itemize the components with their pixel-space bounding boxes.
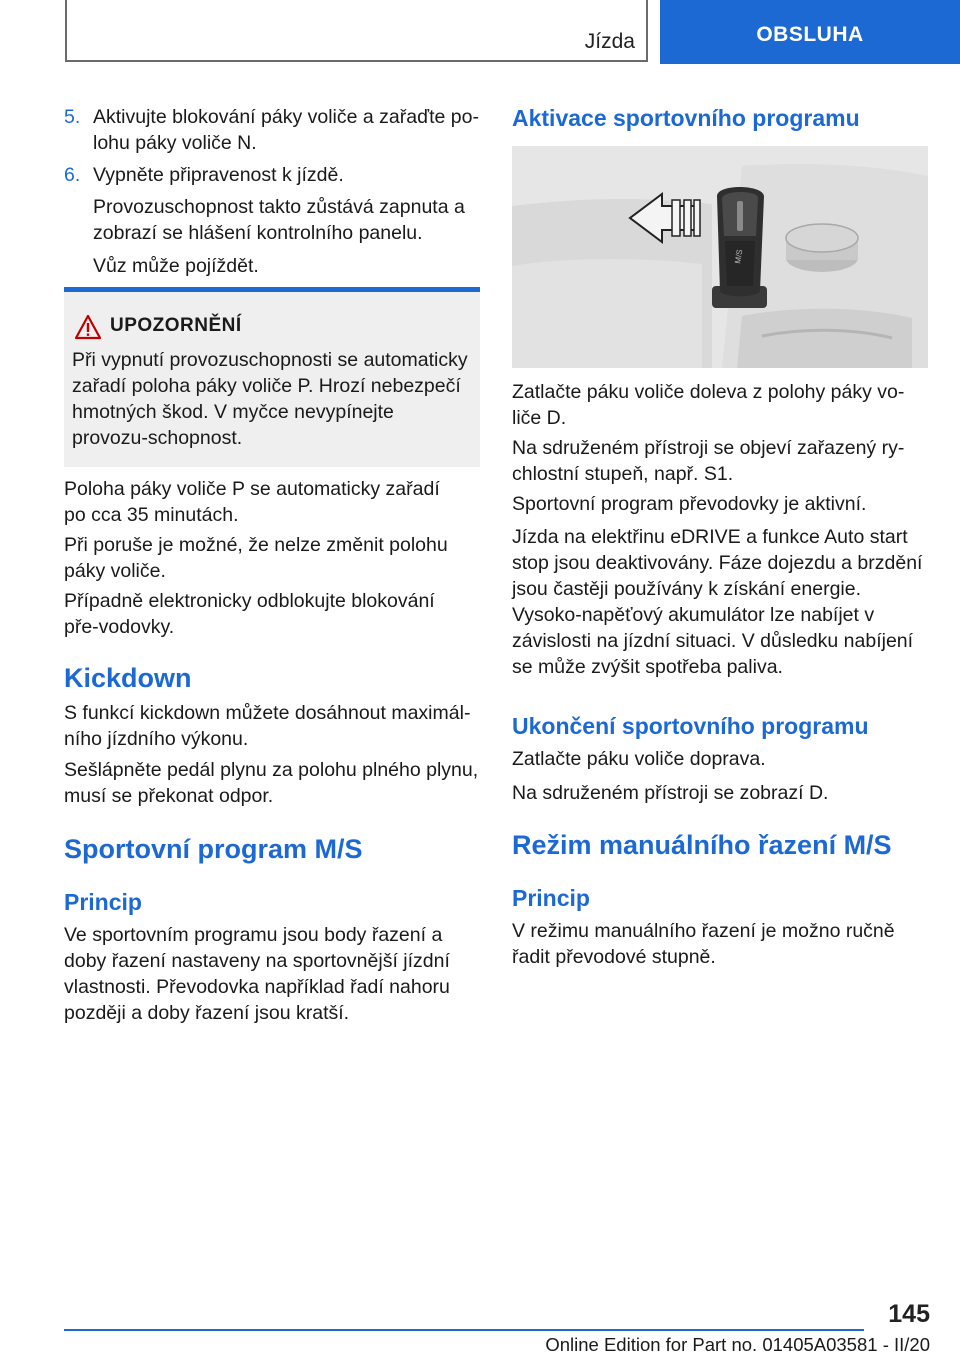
section-heading-kickdown: Kickdown [64, 663, 192, 693]
section-heading-sport-program: Sportovní program M/S [64, 834, 363, 864]
step-item [64, 104, 484, 164]
paragraph: S funkcí kickdown můžete dosáhnout maximál-ního jízdního výkonu. [64, 702, 471, 750]
gear-selector-figure [512, 146, 928, 368]
page-number: 145 [888, 1300, 930, 1328]
section-heading-deactivation: Ukončení sportovního programu [512, 713, 869, 739]
warning-triangle-icon [74, 314, 102, 340]
paragraph: Zatlačte páku voliče doprava. [512, 748, 766, 770]
paragraph: Poloha páky voliče P se automaticky zařadí po cca 35 minutách. [64, 478, 440, 526]
paragraph: Zatlačte páku voliče doleva z polohy páky vo-liče D. [512, 381, 905, 429]
paragraph: Sešlápněte pedál plynu za polohu plného plynu, musí se překonat odpor. [64, 759, 479, 807]
header-chapter-tab[interactable]: OBSLUHA [660, 0, 960, 64]
warning-box [64, 287, 480, 467]
paragraph: Sportovní program převodovky je aktivní. [512, 493, 867, 515]
step-number: 6. [64, 164, 81, 186]
step-item [64, 162, 484, 192]
paragraph: Při poruše je možné, že nelze změnit polohu páky voliče. [64, 534, 448, 582]
paragraph: Ve sportovním programu jsou body řazení a doby řazení nastaveny na sportovnější jízdní vlastnosti. Převodovka například řadí nahoru později a doby řazení jsou kratší. [64, 924, 450, 1024]
paragraph: Na sdruženém přístroji se zobrazí D. [512, 782, 829, 804]
step-number: 5. [64, 106, 81, 128]
paragraph: Případně elektronicky odblokujte blokování pře-vodovky. [64, 590, 435, 638]
gear-selector-illustration [512, 146, 928, 368]
header-frame [65, 0, 648, 62]
step-text: Vypněte připravenost k jízdě. [93, 164, 344, 186]
footer-edition: Online Edition for Part no. 01405A03581 - II/20 [545, 1334, 930, 1355]
warning-title: UPOZORNĚNÍ [110, 315, 242, 336]
warning-text: Při vypnutí provozuschopnosti se automaticky zařadí poloha páky voliče P. Hrozí nebezpečí hmotných škod. V myčce nevypínejte provozu-schopnost. [72, 349, 468, 449]
figure-ms-label: M/S [733, 248, 745, 265]
section-heading-manual-mode: Režim manuálního řazení M/S [512, 830, 892, 860]
header-section-title: Jízda [584, 30, 635, 53]
step-note: Provozuschopnost takto zůstává zapnuta a zobrazí se hlášení kontrolního panelu. [93, 196, 465, 244]
section-heading-activation: Aktivace sportovního programu [512, 105, 860, 131]
paragraph: Na sdruženém přístroji se objeví zařazený ry-chlostní stupeň, např. S1. [512, 437, 905, 485]
subheading-princip: Princip [64, 889, 142, 915]
step-note: Vůz může pojíždět. [93, 255, 259, 277]
footer-divider [64, 1329, 864, 1331]
paragraph: V režimu manuálního řazení je možno ručně řadit převodové stupně. [512, 920, 895, 968]
subheading-princip: Princip [512, 885, 590, 911]
paragraph: Jízda na elektřinu eDRIVE a funkce Auto start stop jsou deaktivovány. Fáze dojezdu a brzdění jsou častěji používány k získání energie. Vysoko-napěťový akumulátor lze nabíjet v závislosti na jízdní situaci. V důsledku nabíjení se může zvýšit spotřeba paliva. [512, 526, 923, 678]
step-text: Aktivujte blokování páky voliče a zařaďte po-lohu páky voliče N. [93, 106, 479, 154]
